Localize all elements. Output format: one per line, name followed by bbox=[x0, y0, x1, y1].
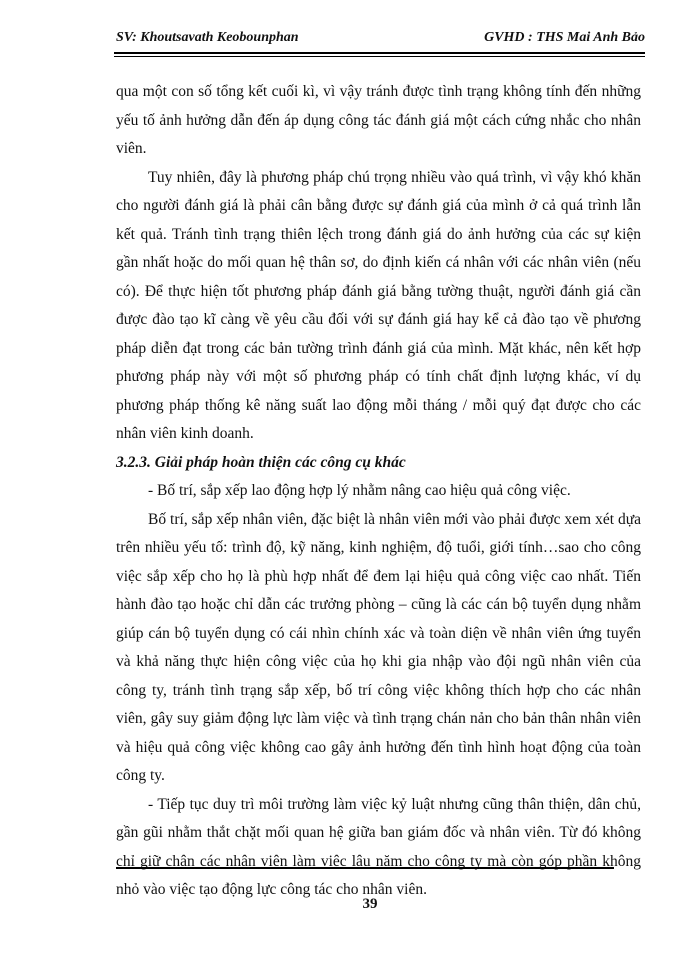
paragraph-1: qua một con số tổng kết cuối kì, vì vậy tránh được tình trạng không tính đến những yếu tố ảnh hưởng dẫn đến áp dụng công tác đánh giá một cách cứng nhắc cho nhân viên. bbox=[116, 83, 641, 157]
paragraph-5: - Tiếp tục duy trì môi trường làm việc kỷ luật nhưng cũng thân thiện, dân chủ, gần gũi nhằm thắt chặt mối quan hệ giữa ban giám đốc và nhân viên. Từ đó không chỉ giữ chân các nhân viên làm việc lâu năm cho công ty mà còn góp phần không nhỏ vào việc tạo động lực công tác cho nhân viên. bbox=[116, 795, 641, 898]
page-header bbox=[114, 30, 645, 52]
paragraph-4: Bố trí, sắp xếp nhân viên, đặc biệt là nhân viên mới vào phải được xem xét dựa trên nhiều yếu tố: trình độ, kỹ năng, kinh nghiệm, độ tuổi, giới tính…sao cho công việc sắp xếp cho họ là phù hợp nhất để đem lại hiệu quả công việc cao nhất. Tiến hành đào tạo hoặc chỉ dẫn các trưởng phòng – cũng là các cán bộ tuyển dụng nhằm giúp cán bộ tuyển dụng có cái nhìn chính xác và toàn diện về nhân viên ứng tuyển và khả năng thực hiện công việc của họ khi gia nhập vào đội ngũ nhân viên của công ty, tránh tình trạng sắp xếp, bố trí công việc không thích hợp cho các nhân viên, gây suy giảm động lực làm việc và tình trạng chán nản cho bản thân nhân viên và hiệu quả công việc không cao gây ảnh hưởng đến tình hình hoạt động của toàn công ty. bbox=[116, 510, 641, 784]
section-heading: 3.2.3. Giải pháp hoàn thiện các công cụ khác bbox=[116, 453, 406, 471]
header-divider bbox=[114, 52, 645, 54]
header-advisor: GVHD : THS Mai Anh Bảo bbox=[484, 30, 645, 45]
footer-divider bbox=[116, 867, 614, 869]
header-divider-thin bbox=[114, 56, 645, 57]
paragraph-2: Tuy nhiên, đây là phương pháp chú trọng nhiều vào quá trình, vì vậy khó khăn cho người đánh giá là phải cân bằng được sự đánh giá của mình ở cả quá trình lẫn kết quả. Tránh tình trạng thiên lệch trong đánh giá do ảnh hưởng của các sự kiện gần nhất hoặc do mối quan hệ thân sơ, do định kiến cá nhân với các nhân viên (nếu có). Để thực hiện tốt phương pháp đánh giá bằng tường thuật, người đánh giá cần được đào tạo kĩ càng về yêu cầu đối với sự đánh giá hay kể cả đào tạo về phương pháp diễn đạt trong các bản tường trình đánh giá của mình. Mặt khác, nên kết hợp phương pháp này với một số phương pháp có tính chất định lượng khác, ví dụ phương pháp thống kê năng suất lao động mỗi tháng / mỗi quý đạt được cho các nhân viên kinh doanh. bbox=[116, 168, 641, 442]
header-author: SV: Khoutsavath Keobounphan bbox=[116, 30, 299, 45]
paragraph-3: - Bố trí, sắp xếp lao động hợp lý nhằm nâng cao hiệu quả công việc. bbox=[148, 482, 571, 499]
page-number: 39 bbox=[362, 896, 378, 912]
page-body bbox=[116, 78, 641, 905]
